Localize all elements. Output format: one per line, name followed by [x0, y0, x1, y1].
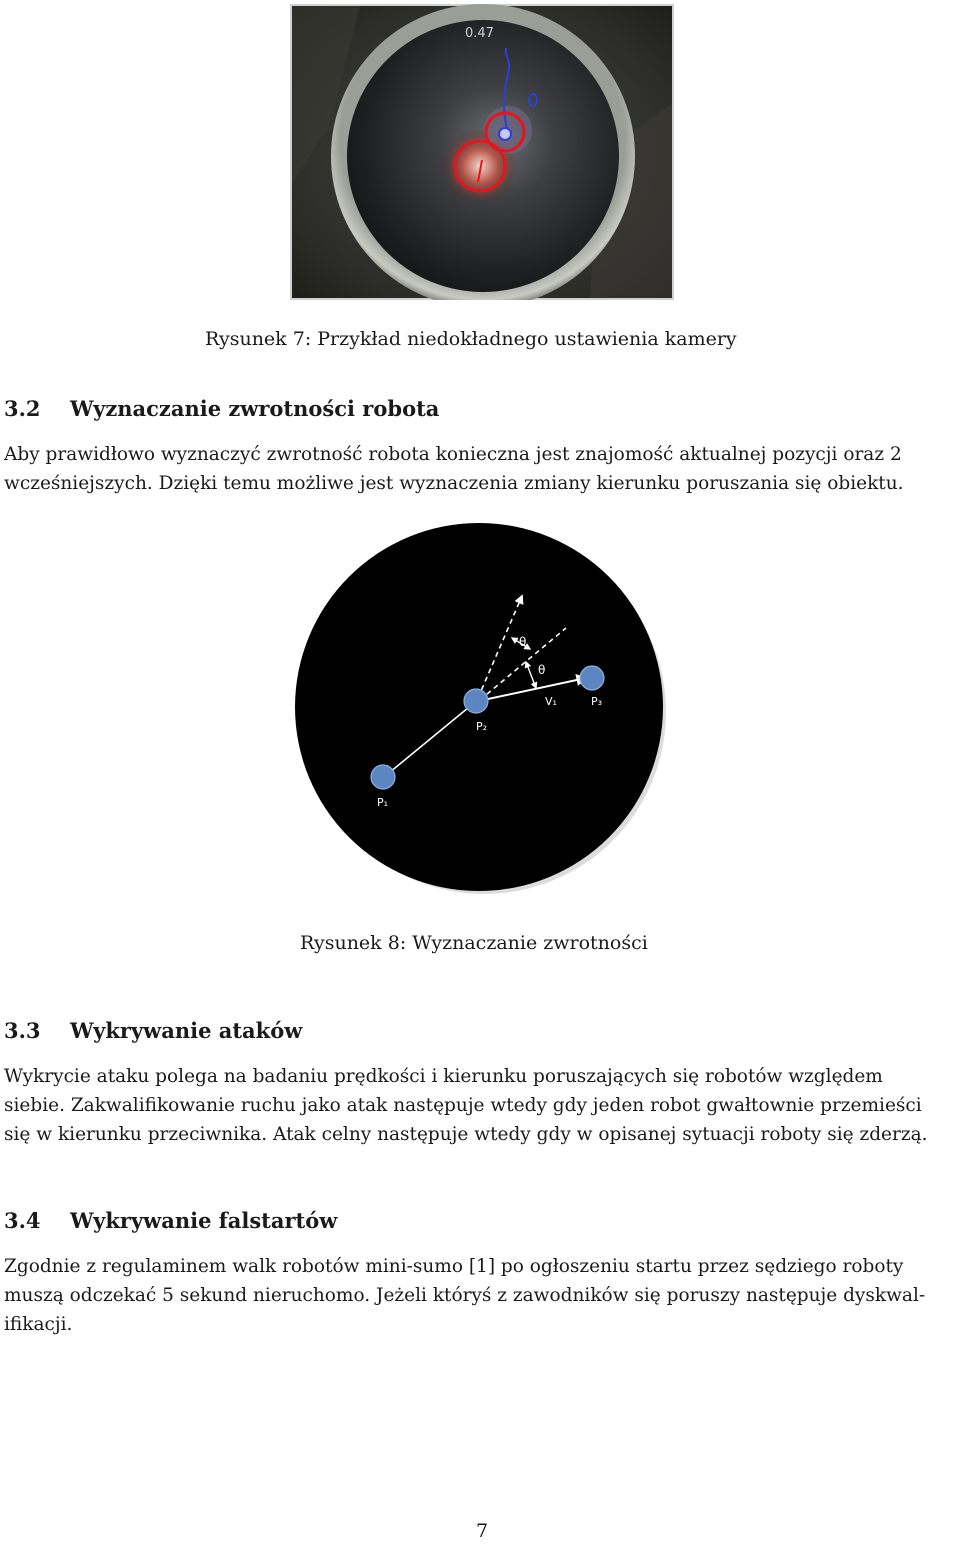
figure-7-caption: Rysunek 7: Przykład niedokładnego ustawienia kamery	[205, 328, 737, 350]
section-3-4-heading	[4, 1208, 337, 1233]
section-3-2-heading	[4, 396, 439, 421]
label-v1: V₁	[545, 695, 557, 708]
section-3-2-paragraph	[4, 440, 960, 498]
camera-frame-image	[290, 4, 674, 300]
paragraph-line: Aby prawidłowo wyznaczyć zwrotność robota konieczna jest znajomość aktualnej pozycji oraz 2	[4, 444, 902, 465]
section-title: Wyznaczanie zwrotności robota	[70, 396, 440, 421]
paragraph-line: Zgodnie z regulaminem walk robotów mini-sumo [1] po ogłoszeniu startu przez sędziego roboty	[4, 1256, 904, 1277]
point-p2	[464, 689, 488, 713]
section-title: Wykrywanie ataków	[70, 1018, 303, 1043]
figure-8-diagram	[290, 518, 674, 902]
point-p1	[371, 765, 395, 789]
overlay-text: 0.47	[465, 26, 494, 41]
point-p3	[580, 666, 604, 690]
section-number: 3.2	[4, 396, 41, 421]
section-3-3-heading	[4, 1018, 302, 1043]
figure-8-caption: Rysunek 8: Wyznaczanie zwrotności	[300, 932, 648, 954]
section-3-4-paragraph	[4, 1252, 960, 1339]
page-number: 7	[476, 1520, 489, 1542]
turning-diagram	[290, 518, 674, 902]
paragraph-line: się w kierunku przeciwnika. Atak celny następuje wtedy gdy w opisanej sytuacji roboty się zderzą.	[4, 1124, 928, 1145]
paragraph-line: ifikacji.	[4, 1314, 73, 1335]
paragraph-line: Wykrycie ataku polega na badaniu prędkości i kierunku poruszających się robotów względem	[4, 1066, 883, 1087]
label-theta-top: θ	[519, 635, 527, 649]
label-theta-bottom: θ	[538, 663, 546, 677]
label-p2: P₂	[476, 720, 488, 733]
label-p3: P₃	[591, 695, 603, 708]
label-p1: P₁	[377, 796, 389, 809]
figure-7-photo	[290, 4, 674, 300]
paragraph-line: wcześniejszych. Dzięki temu możliwe jest wyznaczenia zmiany kierunku poruszania się obiektu.	[4, 473, 904, 494]
paragraph-line: siebie. Zakwalifikowanie ruchu jako atak następuje wtedy gdy jeden robot gwałtownie przemieści	[4, 1095, 922, 1116]
section-title: Wykrywanie falstartów	[70, 1208, 338, 1233]
section-number: 3.3	[4, 1018, 41, 1043]
paragraph-line: muszą odczekać 5 sekund nieruchomo. Jeżeli któryś z zawodników się poruszy następuje dyskwal-	[4, 1285, 926, 1306]
section-3-3-paragraph	[4, 1062, 960, 1149]
section-number: 3.4	[4, 1208, 41, 1233]
